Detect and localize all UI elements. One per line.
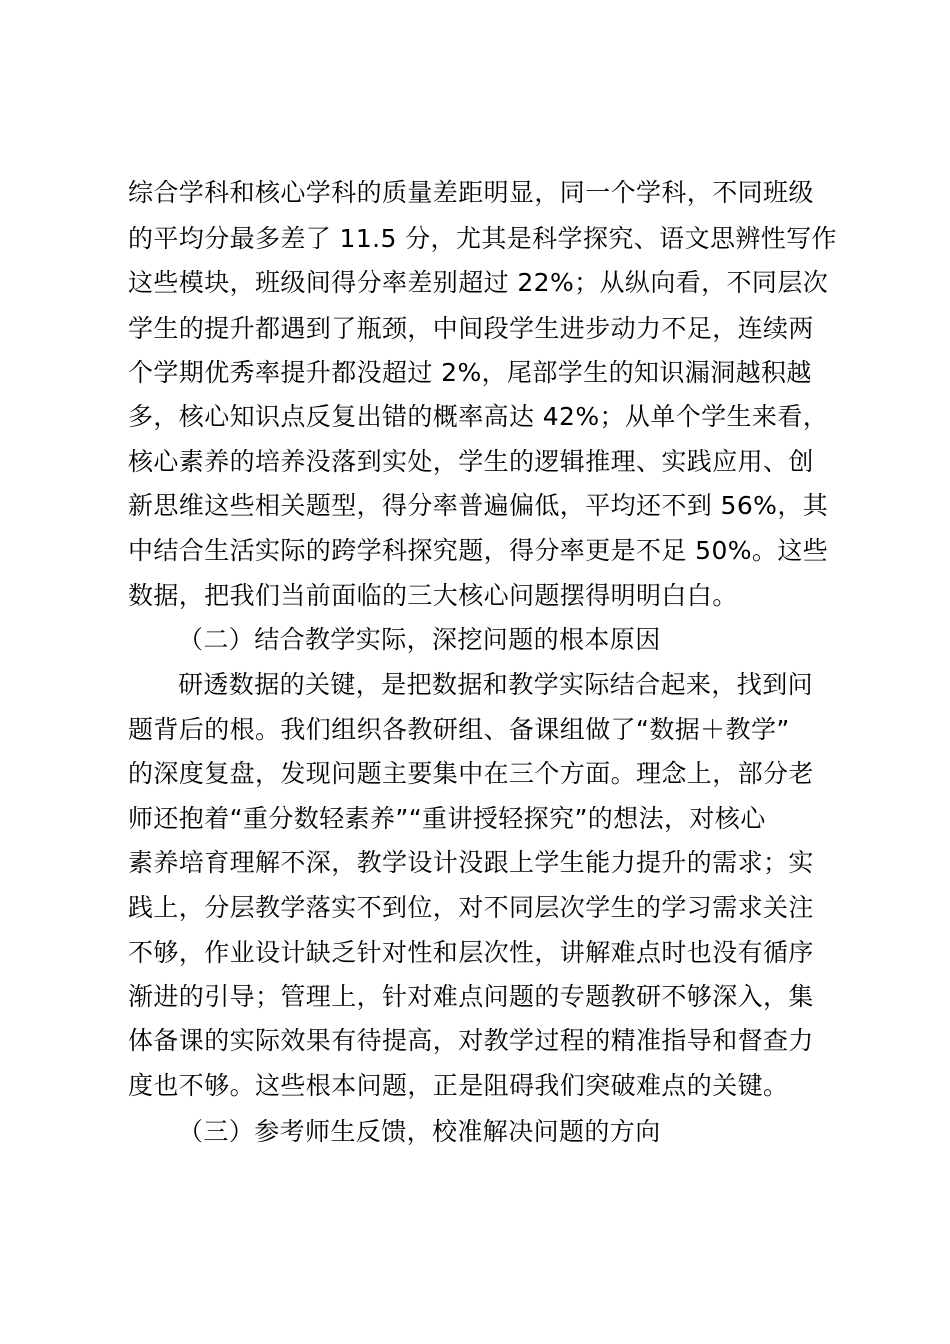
paragraph-line: 题背后的根。我们组织各教研组、备课组做了“数据＋教学” — [128, 715, 790, 744]
paragraph-line: 的平均分最多差了 11.5 分，尤其是科学探究、语文思辨性写作 — [128, 224, 837, 253]
paragraph-line: 渐进的引导；管理上，针对难点问题的专题教研不够深入，集 — [128, 982, 814, 1011]
paragraph-line: 数据，把我们当前面临的三大核心问题摆得明明白白。 — [128, 581, 738, 610]
paragraph-line: 这些模块，班级间得分率差别超过 22%；从纵向看，不同层次 — [128, 268, 829, 297]
paragraph-line: 素养培育理解不深，教学设计没跟上学生能力提升的需求；实 — [128, 848, 814, 877]
paragraph-line: 中结合生活实际的跨学科探究题，得分率更是不足 50%。这些 — [128, 536, 829, 565]
paragraph-line: 研透数据的关键，是把数据和教学实际结合起来，找到问 — [178, 670, 814, 699]
section-heading: （二）结合教学实际，深挖问题的根本原因 — [178, 625, 661, 654]
paragraph-line: 师还抱着“重分数轻素养”“重讲授轻探究”的想法，对核心 — [128, 804, 766, 833]
paragraph-line: 的深度复盘，发现问题主要集中在三个方面。理念上，部分老 — [128, 759, 814, 788]
paragraph-line: 学生的提升都遇到了瓶颈，中间段学生进步动力不足，连续两 — [128, 314, 814, 343]
paragraph-line: 度也不够。这些根本问题，正是阻碍我们突破难点的关键。 — [128, 1071, 789, 1100]
paragraph-line: 不够，作业设计缺乏针对性和层次性，讲解难点时也没有循序 — [128, 938, 814, 967]
paragraph-line: 核心素养的培养没落到实处，学生的逻辑推理、实践应用、创 — [128, 447, 814, 476]
paragraph-line: 个学期优秀率提升都没超过 2%，尾部学生的知识漏洞越积越 — [128, 358, 812, 387]
paragraph-line: 新思维这些相关题型，得分率普遍偏低，平均还不到 56%，其 — [128, 491, 829, 520]
section-heading: （三）参考师生反馈，校准解决问题的方向 — [178, 1117, 661, 1146]
paragraph-line: 综合学科和核心学科的质量差距明显，同一个学科，不同班级 — [128, 178, 814, 207]
paragraph-line: 体备课的实际效果有待提高，对教学过程的精准指导和督查力 — [128, 1026, 814, 1055]
paragraph-line: 践上，分层教学落实不到位，对不同层次学生的学习需求关注 — [128, 893, 814, 922]
paragraph-line: 多，核心知识点反复出错的概率高达 42%；从单个学生来看， — [128, 402, 829, 431]
